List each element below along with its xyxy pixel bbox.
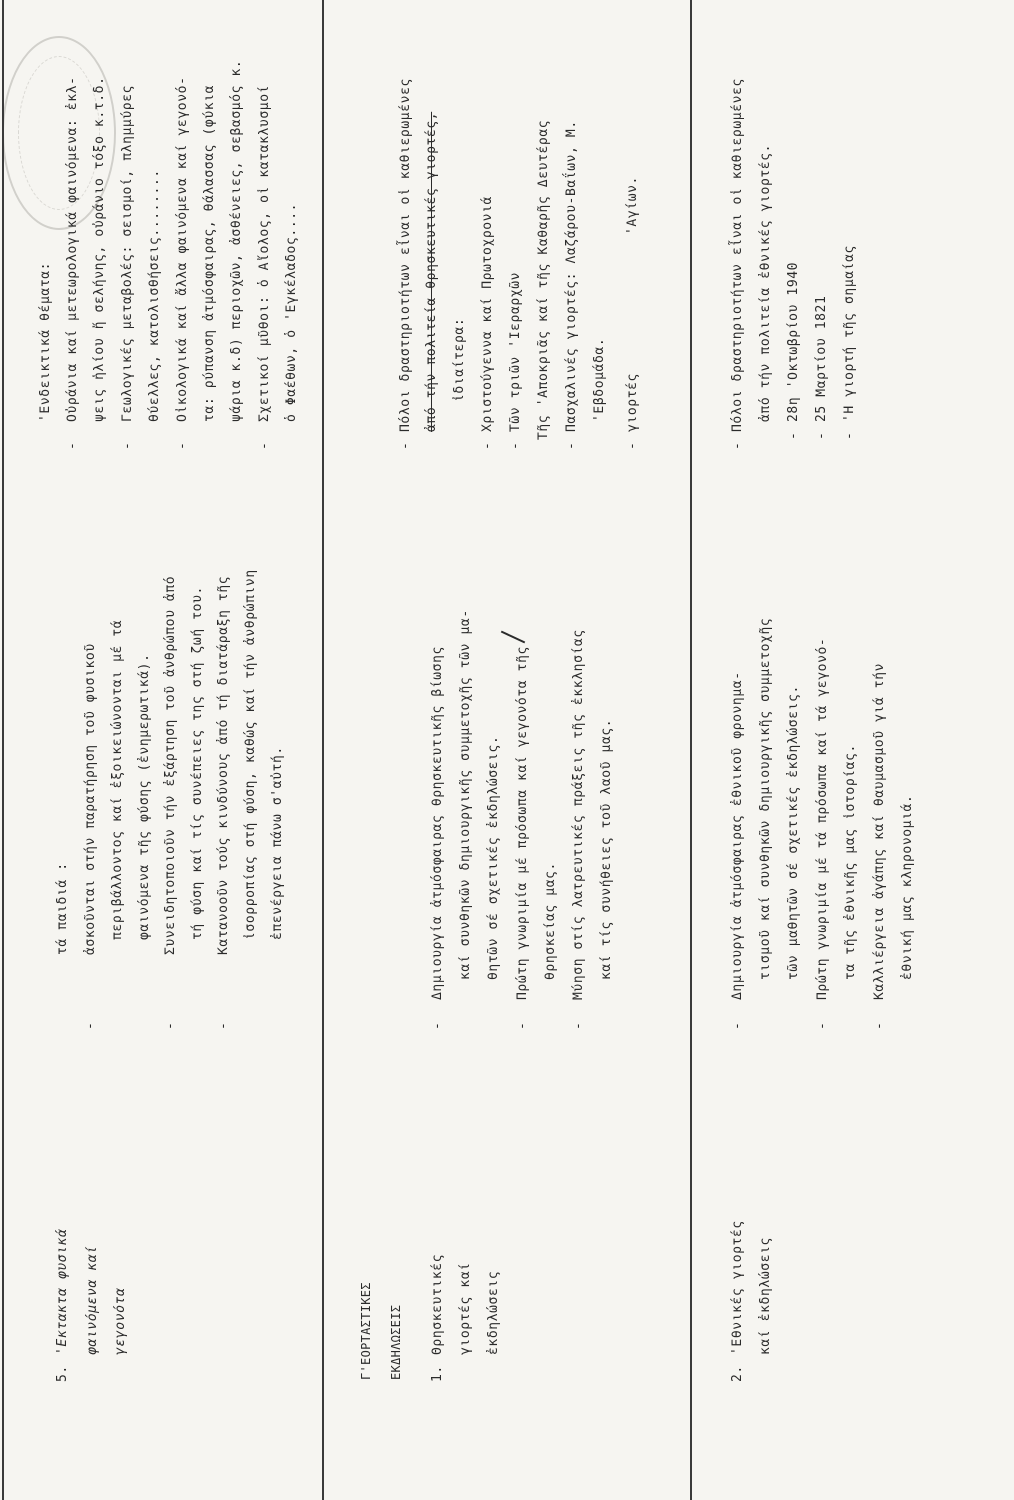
celebrations-heading: Γ'ΕΟΡΤΑΣΤΙΚΕΣ bbox=[359, 1282, 373, 1380]
theme-line: ψάρια κ.δ) περιοχῶν, ἀσθένειες, σεβασμός κ. bbox=[229, 59, 244, 422]
section-divider-rule-2 bbox=[690, 0, 692, 1500]
bullet-dash: - bbox=[175, 442, 190, 450]
objective-line: ἐπενέργεια πάνω σ'αὐτή. bbox=[270, 746, 285, 940]
objective-line: Συνειδητοποιοῦν τήν ἐξάρτηση τοῦ ἀνθρώπου ἀπό bbox=[163, 575, 178, 955]
item-1-title-line: γιορτές καί bbox=[458, 1262, 473, 1355]
item-2-title-line: καί ἐκδηλώσεις bbox=[758, 1237, 773, 1355]
section-5-title-line: φαινόμενα καί bbox=[85, 1245, 100, 1355]
objective-line: Καλλιέργεια ἀγάπης καί θαυμασμοῦ γιά τήν bbox=[872, 662, 887, 1000]
bullet-dash: - bbox=[257, 442, 272, 450]
theme-line: ὁ Φαέθων, ὁ 'Εγκέλαδος.... bbox=[284, 202, 299, 422]
handwritten-caret-mark bbox=[501, 631, 525, 644]
objective-line: ἰσορροπίας στή φύση, καθώς καί τήν ἀνθρώπινη bbox=[243, 569, 258, 940]
theme-line: Χριστούγεννα καί Πρωτοχρονιά bbox=[480, 196, 495, 432]
bullet-dash: - bbox=[872, 1022, 887, 1030]
theme-line: Γεωλογικές μεταβολές: σεισμοί, πλημμύρες bbox=[120, 84, 135, 422]
objective-line: καί συνθηκῶν δημιουργικῆς συμμετοχῆς τῶν μα- bbox=[458, 609, 473, 980]
bullet-dash: - bbox=[120, 442, 135, 450]
page-top-rule bbox=[2, 0, 4, 1500]
objective-line: θητῶν σέ σχετικές ἐκδηλώσεις. bbox=[486, 735, 501, 980]
theme-line: Πόλοι δραστηριοτήτων εἶναι οἱ καθιερωμένες bbox=[398, 78, 413, 432]
objective-line: θρησκείας μας. bbox=[543, 862, 558, 980]
theme-line: Πασχαλινές γιορτές: Λαζάρου-Βαΐων, Μ. bbox=[564, 120, 579, 432]
objective-line: τή φύση καί τίς συνέπειες της στή ζωή του. bbox=[190, 586, 205, 940]
theme-line: Οὐράνια καί μετεωρολογικά φαινόμενα: ἐκλ- bbox=[65, 76, 80, 422]
theme-line: 'Εβδομάδα. bbox=[592, 337, 607, 422]
item-1-title-line: ἐκδηλώσεις bbox=[486, 1270, 501, 1355]
item-1-number: 1. bbox=[430, 1365, 445, 1382]
theme-line: 28η 'Οκτωβρίου 1940 bbox=[786, 261, 801, 422]
objective-line: τισμοῦ καί συνθηκῶν δημιουργικῆς συμμετοχῆς bbox=[758, 617, 773, 980]
bullet-dash: - bbox=[730, 442, 745, 450]
bullet-dash: - bbox=[65, 442, 80, 450]
theme-line: Οἰκολογικά καί ἄλλα φαινόμενα καί γεγονό- bbox=[175, 76, 190, 422]
objective-line: Μύηση στίς λατρευτικές πράξεις τῆς ἐκκλησίας bbox=[571, 629, 586, 1000]
objective-line: Δημιουργία ἀτμόσφαιρας θρησκευτικῆς βίωσης bbox=[430, 646, 445, 1000]
section-5-title-line: γεγονότα bbox=[113, 1287, 128, 1355]
bullet-dash: - bbox=[83, 1022, 98, 1030]
objective-intro: τά παιδιά : bbox=[55, 862, 70, 955]
theme-line: 25 Μαρτίου 1821 bbox=[814, 295, 829, 422]
objective-line: ἀσκοῦνται στήν παρατήρηση τοῦ φυσικοῦ bbox=[83, 643, 98, 955]
bullet-dash: - bbox=[571, 1022, 586, 1030]
theme-line: ψεις ἡλίου ἤ σελήνης, οὐράνιο τόξο κ.τ.δ. bbox=[92, 76, 107, 422]
bullet-dash: - bbox=[398, 442, 413, 450]
section-5-title-line: 'Εκτακτα φυσικά bbox=[55, 1228, 70, 1355]
bullet-dash: - bbox=[508, 442, 523, 450]
objective-line: φαινόμενα τῆς φύσης (ἐνημερωτικά). bbox=[137, 653, 152, 940]
section-5-number: 5. bbox=[55, 1365, 70, 1382]
bullet-dash: - bbox=[163, 1022, 178, 1030]
theme-line: ἀπό τήν πολιτεία ἐθνικές γιορτές. bbox=[758, 143, 773, 422]
objective-line: Πρώτη γνωριμία μέ τά πρόσωπα καί τά γεγονό- bbox=[815, 637, 830, 1000]
objective-line: καί τίς συνήθειες τοῦ λαοῦ μας. bbox=[599, 718, 614, 980]
theme-line: γιορτές bbox=[625, 373, 640, 432]
bullet-dash: - bbox=[515, 1022, 530, 1030]
bullet-dash: - bbox=[564, 442, 579, 450]
objective-line: Κατανοοῦν τούς κινδύνους ἀπό τή διατάραξη τῆς bbox=[216, 575, 231, 955]
bullet-dash: - bbox=[814, 432, 829, 440]
theme-line: ἰδιαίτερα: bbox=[452, 317, 467, 402]
objective-line: περιβάλλοντος καί ἐξοικειώνονται μέ τά bbox=[110, 619, 125, 940]
objective-line: ἐθνική μας κληρονομιά. bbox=[900, 794, 915, 980]
bullet-dash: - bbox=[842, 432, 857, 440]
theme-line: 'Η γιορτή τῆς σημαίας bbox=[842, 245, 857, 422]
objective-line: τῶν μαθητῶν σέ σχετικές ἐκδηλώσεις. bbox=[786, 685, 801, 980]
section-divider-rule bbox=[322, 0, 324, 1500]
theme-line: θύελλες, κατολισθήσεις........ bbox=[147, 169, 162, 422]
theme-line: Πόλοι δραστηριοτήτων εἶναι οἱ καθιερωμένες bbox=[730, 78, 745, 432]
bullet-dash: - bbox=[430, 1022, 445, 1030]
item-2-number: 2. bbox=[730, 1365, 745, 1382]
bullet-dash: - bbox=[815, 1022, 830, 1030]
celebrations-heading: ΕΚΔΗΛΩΣΕΙΣ bbox=[389, 1304, 403, 1380]
theme-line: τα: ρύπανση ἀτμόσφαιρας, θάλασσας (φύκια bbox=[202, 84, 217, 422]
bullet-dash: - bbox=[786, 432, 801, 440]
bullet-dash: - bbox=[216, 1022, 231, 1030]
item-1-title-line: Θρησκευτικές bbox=[430, 1253, 445, 1355]
objective-line: Δημιουργία ἀτμόσφαιρας ἐθνικοῦ φρονημα- bbox=[730, 671, 745, 1000]
theme-line: 'Αγίων. bbox=[625, 176, 640, 235]
theme-line: Τῶν τριῶν 'Ιεραρχῶν bbox=[508, 271, 523, 432]
objective-line: Πρώτη γνωριμία μέ πρόσωπα καί γεγονότα τῆς bbox=[515, 646, 530, 1000]
bullet-dash: - bbox=[480, 442, 495, 450]
item-2-title-line: 'Εθνικές γιορτές bbox=[730, 1220, 745, 1355]
bullet-dash: - bbox=[730, 1022, 745, 1030]
theme-line: Τῆς 'Αποκριᾶς καί τῆς Καθαρῆς Δευτέρας bbox=[536, 119, 551, 440]
objective-line: τα τῆς ἐθνικῆς μας ἱστορίας. bbox=[843, 744, 858, 980]
bullet-dash: - bbox=[625, 442, 640, 450]
themes-heading: 'Ενδεικτικά θέματα: bbox=[38, 261, 53, 422]
theme-line-struck: ἀπό τήν πολιτεία θρησκευτικές γιορτές, bbox=[424, 111, 439, 432]
theme-line: Σχετικοί μῦθοι: ὁ Αἴολος, οἱ κατακλυσμοί bbox=[257, 84, 272, 422]
